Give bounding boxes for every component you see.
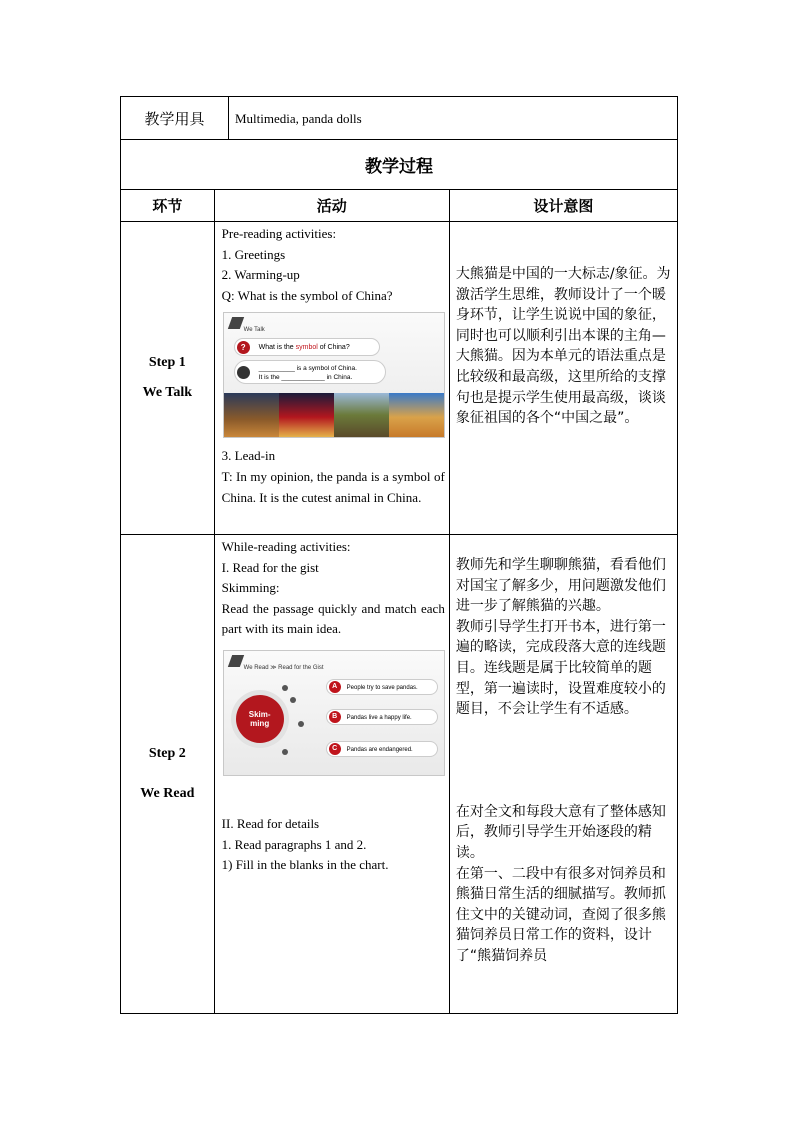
step2-design-para: 在对全文和每段大意有了整体感知后，教师引导学生开始逐段的精读。 <box>455 803 666 861</box>
step2-design-para: 在第一、二段中有很多对饲养员和熊猫日常生活的细腻描写。教师抓住文中的关键动词，查阅了很多熊猫饲养员日常工作的资料，设计了“熊猫饲养员 <box>455 865 666 964</box>
step1-activity-line: Pre-reading activities: <box>221 226 337 241</box>
step2-number: Step 2 <box>148 746 186 761</box>
step1-stage <box>121 222 215 534</box>
dot-2 <box>290 697 296 703</box>
step2-title: We Read <box>140 786 195 801</box>
we-talk-slide <box>223 312 445 438</box>
question-icon: ? <box>237 341 250 354</box>
chevron-icon <box>227 655 243 667</box>
photo-great-wall <box>334 393 389 437</box>
option-b: B Pandas live a happy life. <box>326 709 438 725</box>
tools-row <box>121 97 677 140</box>
step2-activity-line: I. Read for the gist <box>221 559 319 575</box>
step1-activity-line: 3. Lead-in <box>221 448 276 464</box>
step2-activity-line: While-reading activities: <box>221 539 351 554</box>
step2-activity-line: 1) Fill in the blanks in the chart. <box>221 857 389 873</box>
step1-design: 大熊猫是中国的一大标志/象征。为激活学生思维，教师设计了一个暖身环节，让学生说说中国的象征，同时也可以顺利引出本课的主角—大熊猫。因为本单元的语法重点是比较级和最高级，这里所给的支撑句也是提示学生使用最高级，谈谈象征祖国的各个“中国之最”。 <box>455 266 671 427</box>
step2-activity-line: II. Read for details <box>221 815 320 831</box>
speaker-icon <box>237 366 250 379</box>
step1-activity-line: Q: What is the symbol of China? <box>221 287 393 303</box>
tools-label: 教学用具 <box>121 97 229 139</box>
china-photos <box>224 393 444 437</box>
step2-activity-line: Skimming: <box>221 580 280 596</box>
header-stage: 环节 <box>121 190 215 221</box>
slide-answer: __________ is a symbol of China. It is the ____________ in China. <box>234 360 386 384</box>
we-read-slide <box>223 650 445 776</box>
step1-activities <box>215 222 450 534</box>
option-c: C Pandas are endangered. <box>326 741 438 757</box>
slide-question: ? What is the symbol of China? <box>234 338 380 356</box>
dot-3 <box>298 721 304 727</box>
chevron-icon <box>227 317 243 329</box>
step2-activity-line: Read the passage quickly and match each part with its main idea. <box>221 600 445 637</box>
step1-activity-line: 2. Warming-up <box>221 267 300 283</box>
step2-row <box>121 535 677 1013</box>
dot-1 <box>282 685 288 691</box>
step2-activities <box>215 535 450 1013</box>
step2-design-para: 教师引导学生打开书本，进行第一遍的略读，完成段落大意的连线题目。连线题是属于比较简单的题型，第一遍读时，设置难度较小的题目，不会让学生有不适感。 <box>455 618 666 718</box>
step2-stage <box>121 535 215 1013</box>
slide-title: We Talk <box>243 327 265 334</box>
dot-4 <box>282 749 288 755</box>
step1-activity-line: T: In my opinion, the panda is a symbol of China. It is the cutest animal in China. <box>221 468 445 505</box>
step2-design-para: 教师先和学生聊聊熊猫，看看他们对国宝了解多少，用问题激发他们进一步了解熊猫的兴趣。 <box>455 557 666 615</box>
skimming-hub: Skim- ming <box>236 695 284 743</box>
step1-title: We Talk <box>142 385 193 400</box>
symbol-word: symbol <box>295 344 318 352</box>
photo-desert <box>389 393 444 437</box>
section-title: 教学过程 <box>121 140 677 190</box>
lesson-plan-table <box>120 96 678 1014</box>
step1-activity-line: 1. Greetings <box>221 246 286 262</box>
header-design: 设计意图 <box>533 197 594 215</box>
header-activity: 活动 <box>215 190 450 221</box>
tools-value: Multimedia, panda dolls <box>235 111 362 126</box>
step1-row <box>121 222 677 535</box>
photo-tiananmen <box>279 393 334 437</box>
step1-number: Step 1 <box>148 355 186 370</box>
header-row <box>121 190 677 222</box>
step2-activity-line: 1. Read paragraphs 1 and 2. <box>221 836 367 852</box>
slide-title: We Read ≫ Read for the Gist <box>243 664 324 671</box>
option-a: A People try to save pandas. <box>326 679 438 695</box>
photo-shanghai <box>224 393 279 437</box>
step2-design <box>450 535 677 1013</box>
